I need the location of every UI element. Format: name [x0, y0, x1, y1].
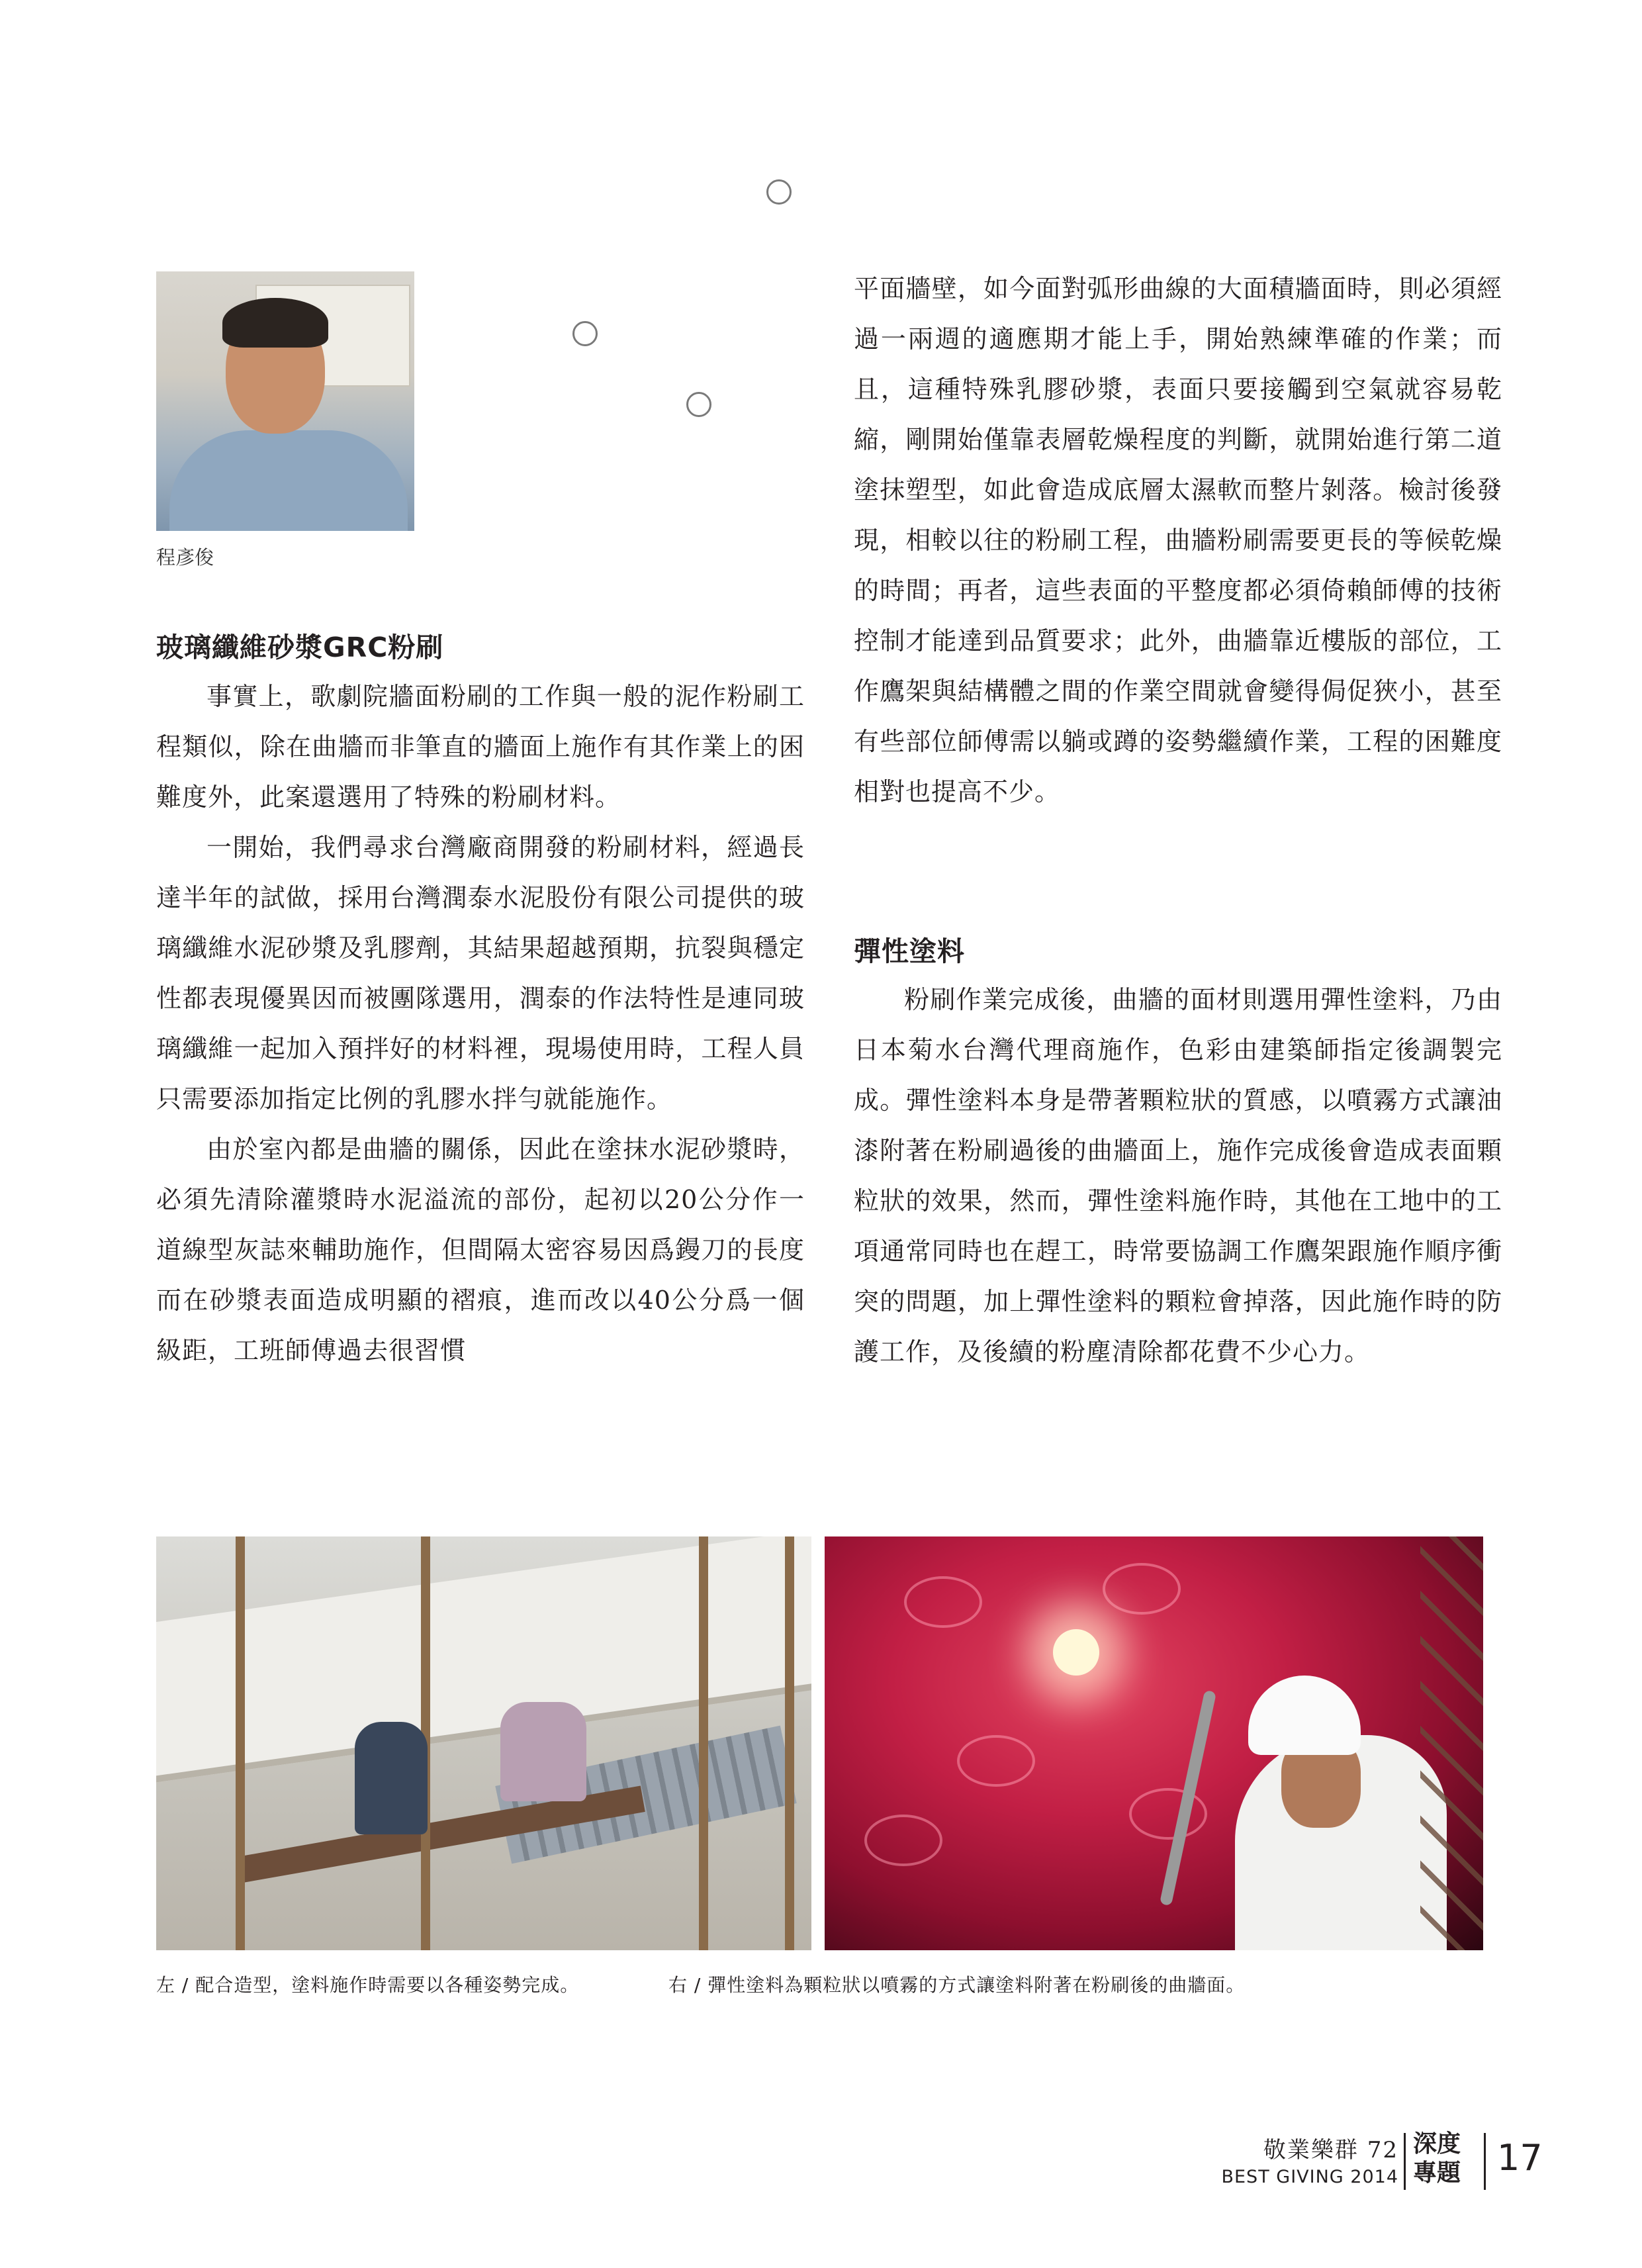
- section-label: 深度 專題: [1413, 2130, 1461, 2187]
- section-heading-elastic-coating: 彈性塗料: [854, 935, 965, 967]
- portrait-caption: 程彥俊: [156, 546, 214, 569]
- issue-number: 72: [1367, 2137, 1398, 2163]
- decorative-circle: [766, 179, 792, 205]
- right-column: [854, 263, 1502, 817]
- portrait-photo: [156, 271, 414, 531]
- photo-spray-painting: [825, 1536, 1483, 1950]
- right-column-lower: [854, 974, 1502, 1377]
- footer-divider: [1404, 2133, 1406, 2190]
- magazine-info: [1221, 2132, 1398, 2187]
- decorative-circle: [686, 392, 711, 417]
- paragraph: 一開始，我們尋求台灣廠商開發的粉刷材料，經過長達半年的試做，採用台灣潤泰水泥股份有限公司提供的玻璃纖維水泥砂漿及乳膠劑，其結果超越預期，抗裂與穩定性都表現優異因而被團隊選用，潤泰的作法特性是連同玻璃纖維一起加入預拌好的材料裡，現場使用時，工程人員只需要添加指定比例的乳膠水拌勻就能施作。: [156, 833, 805, 1113]
- photo-scaffold-workers: [156, 1536, 811, 1950]
- footer-divider: [1484, 2133, 1486, 2190]
- magazine-title: 敬業樂群: [1263, 2137, 1359, 2163]
- page-number: 17: [1497, 2137, 1543, 2179]
- section-heading-grc: 玻璃纖維砂漿GRC粉刷: [156, 632, 444, 663]
- paragraph-continued: 平面牆壁，如今面對弧形曲線的大面積牆面時，則必須經過一兩週的適應期才能上手，開始熟練準確的作業；而且，這種特殊乳膠砂漿，表面只要接觸到空氣就容易乾縮，剛開始僅靠表層乾燥程度的判斷，就開始進行第二道塗抹塑型，如此會造成底層太濕軟而整片剝落。檢討後發現，相較以往的粉刷工程，曲牆粉刷需要更長的等候乾燥的時間；再者，這些表面的平整度都必須倚賴師傅的技術控制才能達到品質要求；此外，曲牆靠近樓版的部位，工作鷹架與結構體之間的作業空間就會變得侷促狹小，甚至有些部位師傅需以躺或蹲的姿勢繼續作業，工程的困難度相對也提高不少。: [854, 274, 1502, 806]
- paragraph: 由於室內都是曲牆的關係，因此在塗抹水泥砂漿時，必須先清除灌漿時水泥溢流的部份，起初以20公分作一道線型灰誌來輔助施作，但間隔太密容易因爲鏝刀的長度而在砂漿表面造成明顯的褶痕，進而改以40公分爲一個級距，工班師傅過去很習慣: [156, 1135, 805, 1365]
- left-column: [156, 671, 805, 1376]
- paragraph: 事實上，歌劇院牆面粉刷的工作與一般的泥作粉刷工程類似，除在曲牆而非筆直的牆面上施作有其作業上的困難度外，此案還選用了特殊的粉刷材料。: [156, 682, 805, 812]
- magazine-english: BEST GIVING 2014: [1221, 2167, 1398, 2187]
- photo-caption-right: 右 / 彈性塗料為顆粒狀以噴霧的方式讓塗料附著在粉刷後的曲牆面。: [668, 1974, 1246, 1996]
- paragraph: 粉刷作業完成後，曲牆的面材則選用彈性塗料，乃由日本菊水台灣代理商施作，色彩由建築師指定後調製完成。彈性塗料本身是帶著顆粒狀的質感，以噴霧方式讓油漆附著在粉刷過後的曲牆面上，施作完成後會造成表面顆粒狀的效果，然而，彈性塗料施作時，其他在工地中的工項通常同時也在趕工，時常要協調工作鷹架跟施作順序衝突的問題，加上彈性塗料的顆粒會掉落，因此施作時的防護工作，及後續的粉塵清除都花費不少心力。: [854, 985, 1502, 1366]
- photo-caption-left: 左 / 配合造型，塗料施作時需要以各種姿勢完成。: [156, 1974, 580, 1996]
- decorative-circle: [572, 321, 598, 346]
